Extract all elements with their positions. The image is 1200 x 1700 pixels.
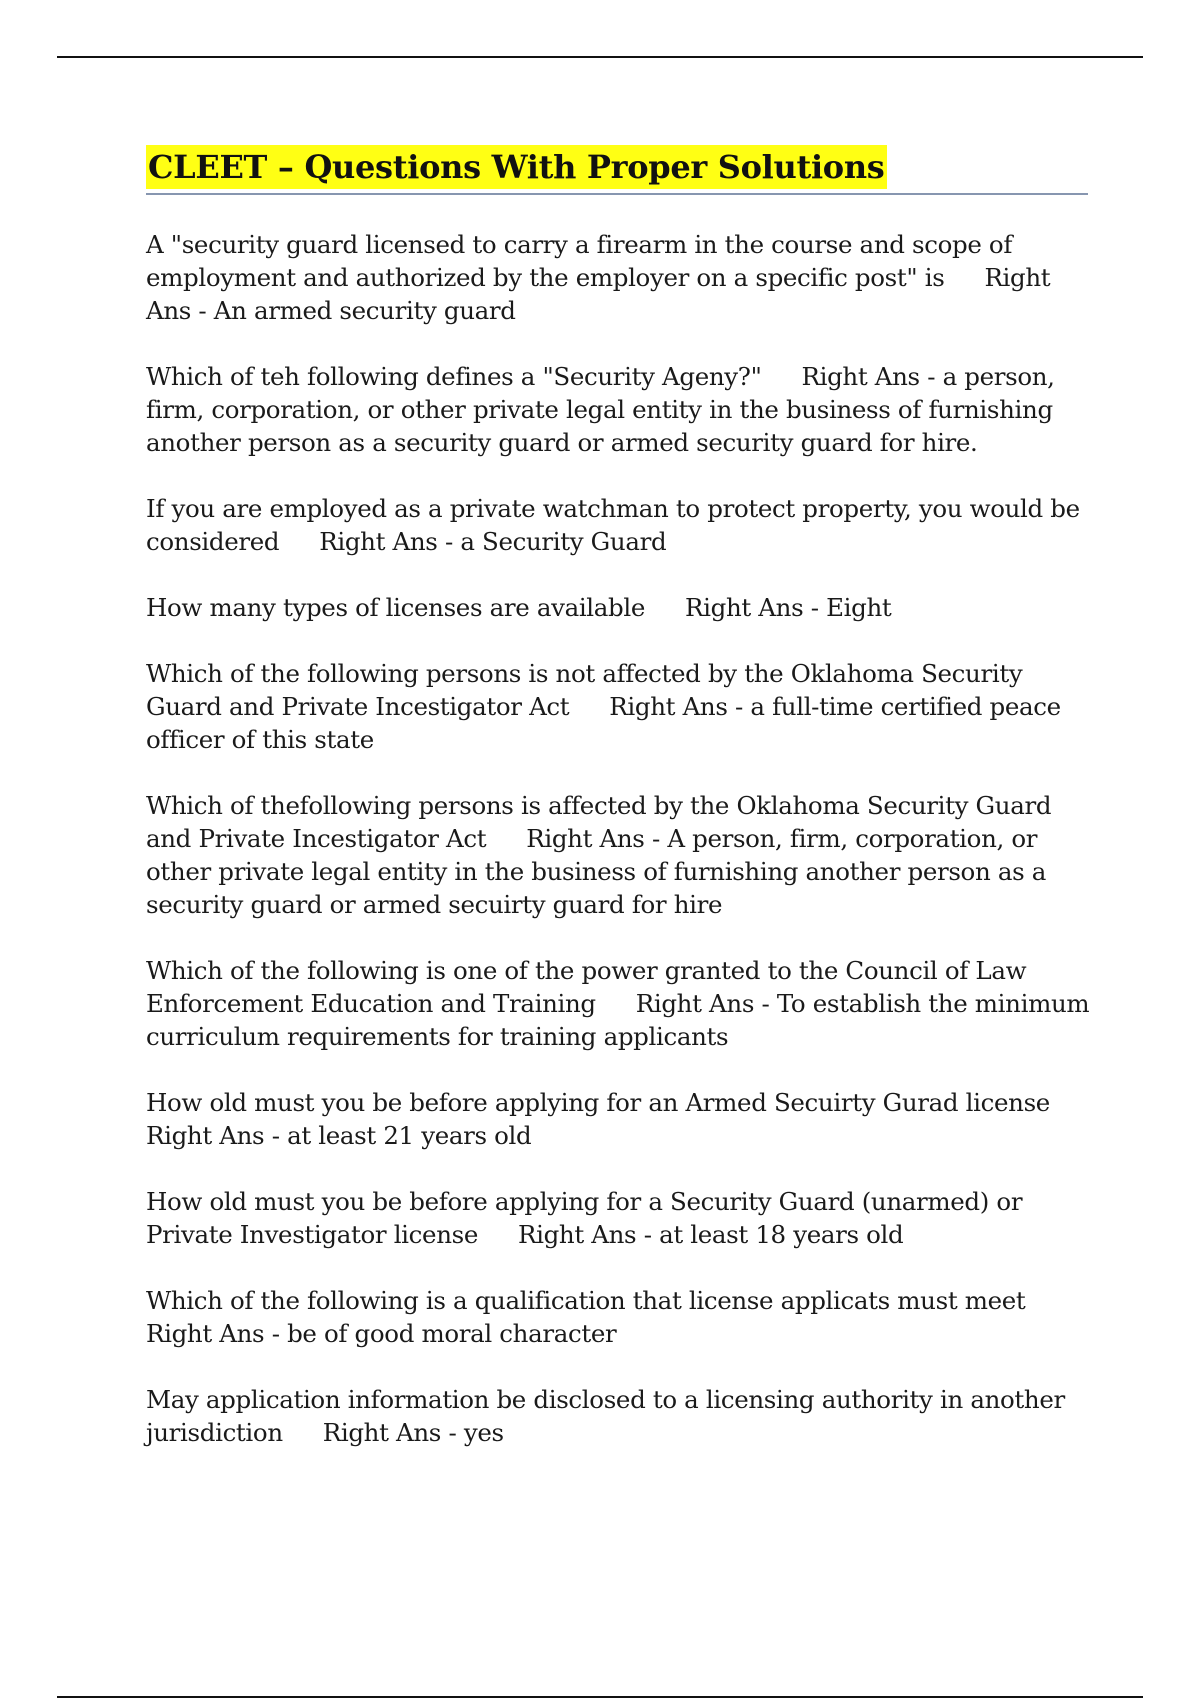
question-item [146,1086,1096,1152]
answer-text: Right Ans - A person, firm, corporation, or other private legal entity in the business of furnishing another person as a security guard or armed secuirty guard for hire [146,824,1046,919]
question-text: How old must you be before applying for a Security Guard (unarmed) or Private Investigator license [146,1187,1023,1249]
answer-text: Right Ans - a full-time certified peace officer of this state [146,692,1061,754]
page-bottom-rule [57,1696,1143,1698]
question-item [146,360,1096,459]
answer-text: Right Ans - be of good moral character [146,1319,617,1348]
question-text: If you are employed as a private watchman to protect property, you would be considered [146,494,1080,556]
answer-text: Right Ans - yes [322,1418,504,1447]
answer-text: Right Ans - Eight [685,593,892,622]
answer-text: Right Ans - a person, firm, corporation, or other private legal entity in the business of furnishing another person as a security guard or armed security guard for hire. [146,362,1055,457]
answer-text: Right Ans - at least 18 years old [518,1220,904,1249]
answer-text: Right Ans - To establish the minimum curriculum requirements for training applicants [146,989,1090,1051]
page-top-rule [57,56,1143,58]
question-text: Which of the following is a qualification that license applicats must meet [146,1286,1026,1315]
question-text: A "security guard licensed to carry a firearm in the course and scope of employment and authorized by the employer on a specific post" is [146,230,1013,292]
question-text: Which of the following persons is not affected by the Oklahoma Security Guard and Private Incestigator Act [146,659,1023,721]
question-text: How old must you be before applying for an Armed Secuirty Gurad license [146,1088,1050,1117]
question-text: Which of teh following defines a "Security Ageny?" [146,362,762,391]
question-text: Which of the following is one of the power granted to the Council of Law Enforcement Education and Training [146,956,1027,1018]
question-item [146,1284,1096,1350]
answer-text: Right Ans - at least 21 years old [146,1121,532,1150]
question-item [146,1185,1096,1251]
question-text: Which of thefollowing persons is affected by the Oklahoma Security Guard and Private Incestigator Act [146,791,1052,853]
question-item [146,954,1096,1053]
question-item [146,1383,1096,1449]
document-title: CLEET – Questions With Proper Solutions [146,145,887,189]
question-item [146,657,1096,756]
title-underline [146,193,1088,195]
question-item [146,492,1096,558]
document-header [146,145,1088,195]
question-text: May application information be disclosed to a licensing authority in another jurisdiction [146,1385,1065,1447]
question-item [146,789,1096,921]
answer-text: Right Ans - An armed security guard [146,263,1051,325]
question-text: How many types of licenses are available [146,593,646,622]
question-item [146,591,1096,624]
question-list [146,228,1096,1482]
question-item [146,228,1096,327]
answer-text: Right Ans - a Security Guard [319,527,667,556]
